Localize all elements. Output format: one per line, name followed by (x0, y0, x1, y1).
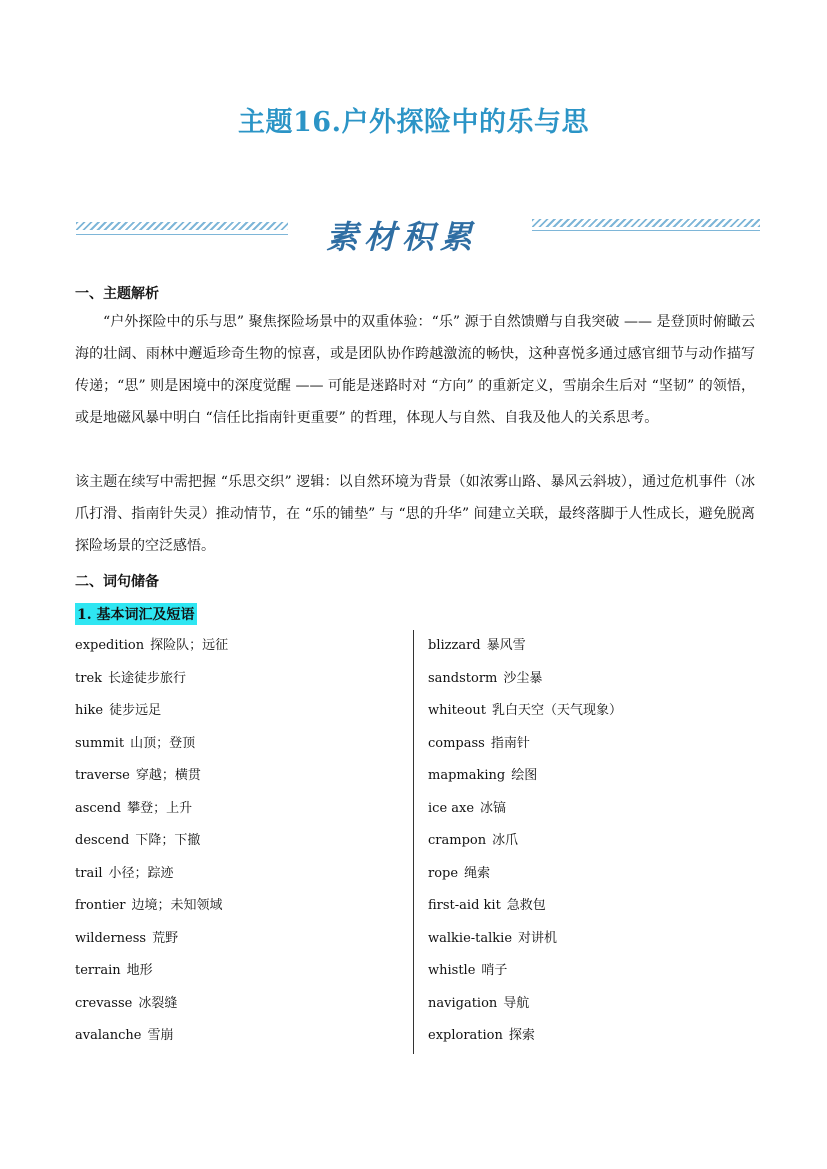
vocab-chinese: 乳白天空（天气现象） (492, 703, 623, 718)
vocab-column-right (428, 632, 622, 1055)
vocab-english: avalanche (75, 1028, 142, 1043)
vocab-item (75, 665, 228, 698)
vocab-english: whistle (428, 963, 476, 978)
vocab-item (75, 892, 228, 925)
vocab-chinese: 沙尘暴 (503, 670, 543, 686)
vocab-english: ice axe (428, 800, 475, 816)
vocab-chinese: 暴风雪 (486, 638, 526, 653)
vocab-item (75, 762, 228, 795)
vocab-item (75, 1022, 228, 1055)
vocab-item (428, 892, 622, 925)
vocab-chinese: 探险队；远征 (150, 638, 229, 653)
analysis-paragraph-2: 该主题在续写中需把握 “乐思交织” 逻辑：以自然环境为背景（如浓雾山路、暴风云斜坡），通过危机事件（冰爪打滑、指南针失灵）推动情节，在 “乐的铺垫” 与 “思的升华” 间建立关联，最终落脚于人性成长，避免脱离探险场景的空泛感悟。 (75, 474, 755, 554)
vocab-chinese: 地形 (126, 963, 153, 978)
vocab-chinese: 边境；未知领域 (131, 898, 223, 913)
vocab-english: walkie-talkie (428, 930, 513, 946)
vocab-item (428, 957, 622, 990)
vocab-chinese: 徒步远足 (109, 703, 162, 718)
vocab-chinese: 导航 (503, 995, 530, 1011)
vocab-item (75, 795, 228, 828)
vocab-item (75, 697, 228, 730)
vocab-english: whiteout (428, 703, 486, 718)
vocab-item (428, 860, 622, 893)
vocab-english: frontier (75, 898, 126, 913)
vocab-column-left (75, 632, 228, 1055)
vocab-chinese: 攀登；上升 (127, 800, 193, 816)
vocab-item (75, 925, 228, 958)
vocab-item (428, 1022, 622, 1055)
vocab-english: trek (75, 670, 103, 686)
vocab-english: exploration (428, 1028, 503, 1043)
vocab-english: trail (75, 865, 103, 881)
banner-stripe-right (532, 219, 760, 227)
banner-rule-left (76, 234, 288, 235)
vocab-item (428, 665, 622, 698)
vocab-chinese: 冰镐 (480, 800, 507, 816)
vocab-item (75, 957, 228, 990)
vocab-item (75, 632, 228, 665)
vocab-english: first-aid kit (428, 898, 501, 913)
vocab-item (75, 990, 228, 1023)
section-banner (76, 212, 760, 256)
vocab-chinese: 急救包 (506, 898, 546, 913)
vocab-chinese: 荒野 (152, 930, 179, 946)
vocab-chinese: 哨子 (481, 963, 508, 978)
vocab-english: blizzard (428, 638, 481, 653)
vocab-subheading: 1. 基本词汇及短语 (75, 603, 197, 625)
vocab-item (428, 827, 622, 860)
vocab-chinese: 小径；踪迹 (108, 865, 174, 881)
vocab-english: traverse (75, 768, 130, 783)
banner-title: 素材积累 (325, 218, 478, 256)
vocab-chinese: 山顶；登顶 (130, 735, 196, 751)
page-title: 主题16.户外探险中的乐与思 (238, 107, 589, 138)
vocab-item (428, 762, 622, 795)
analysis-paragraph-1: “户外探险中的乐与思” 聚焦探险场景中的双重体验：“乐” 源于自然馈赠与自我突破 —— 是登顶时俯瞰云海的壮阔、雨林中邂逅珍奇生物的惊喜，或是团队协作跨越激流的畅快，这种喜悦多通过感官细节与动作描写传递；“思” 则是困境中的深度觉醒 —— 可能是迷路时对 “方向” 的重新定义，雪崩余生后对 “坚韧” 的领悟，或是地磁风暴中明白 “信任比指南针更重要” 的哲理，体现人与自然、自我及他人的关系思考。 (75, 314, 755, 426)
vocab-item (428, 730, 622, 763)
vocab-chinese: 对讲机 (518, 930, 558, 946)
section-heading-analysis: 一、主题解析 (75, 286, 159, 302)
banner-stripe-left (76, 222, 288, 230)
banner-rule-right (532, 230, 760, 231)
vocab-english: crevasse (75, 995, 133, 1011)
vocab-item (75, 730, 228, 763)
vocab-english: rope (428, 865, 459, 881)
vocab-english: navigation (428, 995, 498, 1011)
vocab-chinese: 穿越；横贯 (135, 768, 201, 783)
vocab-english: crampon (428, 833, 487, 848)
section-heading-vocab: 二、词句储备 (75, 574, 159, 590)
vocab-chinese: 探索 (508, 1028, 535, 1043)
column-divider (413, 630, 414, 1054)
vocab-english: descend (75, 833, 130, 848)
vocab-item (428, 632, 622, 665)
vocab-english: hike (75, 703, 104, 718)
vocab-chinese: 绘图 (511, 768, 538, 783)
vocab-item (75, 860, 228, 893)
vocab-chinese: 冰爪 (492, 833, 519, 848)
vocab-item (75, 827, 228, 860)
vocab-item (428, 990, 622, 1023)
vocab-english: expedition (75, 638, 145, 653)
vocab-english: wilderness (75, 930, 147, 946)
vocab-item (428, 697, 622, 730)
vocab-english: mapmaking (428, 768, 506, 783)
vocab-english: summit (75, 735, 125, 751)
vocab-chinese: 长途徒步旅行 (108, 670, 187, 686)
vocab-item (428, 925, 622, 958)
vocab-english: sandstorm (428, 670, 498, 686)
vocab-chinese: 指南针 (490, 735, 530, 751)
vocab-chinese: 雪崩 (147, 1028, 174, 1043)
vocab-chinese: 冰裂缝 (138, 995, 178, 1011)
vocab-chinese: 绳索 (464, 865, 491, 881)
vocab-english: terrain (75, 963, 121, 978)
vocab-item (428, 795, 622, 828)
vocab-english: ascend (75, 800, 122, 816)
vocab-chinese: 下降；下撤 (135, 833, 201, 848)
vocab-english: compass (428, 735, 485, 751)
